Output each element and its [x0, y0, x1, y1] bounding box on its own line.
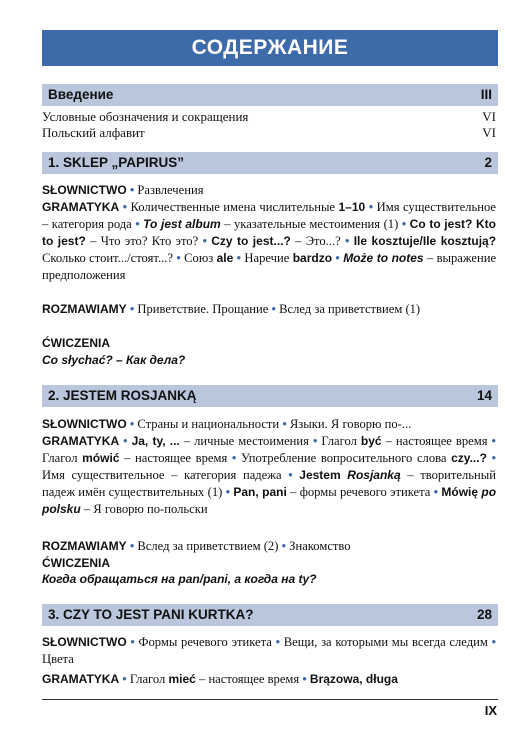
lesson-page: 28: [476, 607, 492, 622]
section-page: III: [480, 87, 492, 102]
lesson-3-gramatyka: GRAMATYKA • Глагол mieć – настоящее время • Brązowa, długa: [42, 672, 398, 686]
lesson-2-cwiczenia-topic: Когда обращаться на pan/pani, а когда на ty?: [42, 572, 317, 586]
lesson-1-cwiczenia-label: ĆWICZENIA: [42, 336, 110, 350]
entry-label: Польский алфавит: [42, 125, 145, 140]
lesson-2-cwiczenia-label: ĆWICZENIA: [42, 556, 110, 570]
lesson-2-gramatyka: GRAMATYKA • Ja, ty, ... – личные местоимения • Глагол być – настоящее время • Глагол mówić – настоящее время • Употребление вопросительного слова czy...? • Имя существительное – категория падежа • Jestem Rosjanką – творительный падеж имён существительных (1) • Pan, pani – формы речевого этикета • Mówię po polsku – Я говорю по-польски: [42, 434, 497, 516]
page-number: IX: [484, 703, 497, 718]
lesson-page: 2: [484, 155, 492, 170]
lesson-2-slownictwo: SŁOWNICTWO • Страны и национальности • Языки. Я говорю по-...: [42, 417, 412, 431]
lesson-header-2[interactable]: [42, 385, 498, 407]
toc-entry[interactable]: [42, 125, 498, 141]
lesson-page: 14: [476, 388, 492, 403]
lesson-1-gramatyka: GRAMATYKA • Количественные имена числительные 1–10 • Имя существительное – категория рода • To jest album – указательные местоимения (1) • Co to jest? Kto to jest? – Что это? Кто это? • Czy to jest...? – Это...? • Ile kosztuje/Ile kosztują? Сколько стоит.../стоят...? • Союз ale • Наречие bardzo • Może to notes – выражение предположения: [42, 200, 497, 282]
lesson-title: 1. SKLEP „PAPIRUS”: [48, 155, 185, 170]
lesson-2-rozmawiamy: ROZMAWIAMY • Вслед за приветствием (2) • Знакомство: [42, 539, 351, 553]
lesson-header-1[interactable]: [42, 152, 498, 174]
lesson-title: 3. CZY TO JEST PANI KURTKA?: [48, 607, 254, 622]
lesson-1-rozmawiamy: ROZMAWIAMY • Приветствие. Прощание • Вслед за приветствием (1): [42, 302, 421, 316]
entry-label: Условные обозначения и сокращения: [42, 109, 249, 124]
page-title: СОДЕРЖАНИЕ: [42, 30, 498, 66]
lesson-1-cwiczenia-topic: Co słychać? – Как дела?: [42, 353, 186, 367]
section-header-intro[interactable]: [42, 84, 498, 106]
lesson-3-slownictwo: SŁOWNICTWO • Формы речевого этикета • Вещи, за которыми мы всегда следим • Цвета: [42, 635, 496, 666]
entry-page: VI: [482, 109, 496, 124]
lesson-title: 2. JESTEM ROSJANKĄ: [48, 388, 197, 403]
entry-page: VI: [482, 125, 496, 140]
section-title: Введение: [48, 87, 114, 102]
lesson-header-3[interactable]: [42, 604, 498, 626]
toc-entry[interactable]: [42, 109, 498, 125]
footer-rule: [42, 699, 498, 700]
lesson-1-slownictwo: SŁOWNICTWO • Развлечения: [42, 183, 204, 197]
